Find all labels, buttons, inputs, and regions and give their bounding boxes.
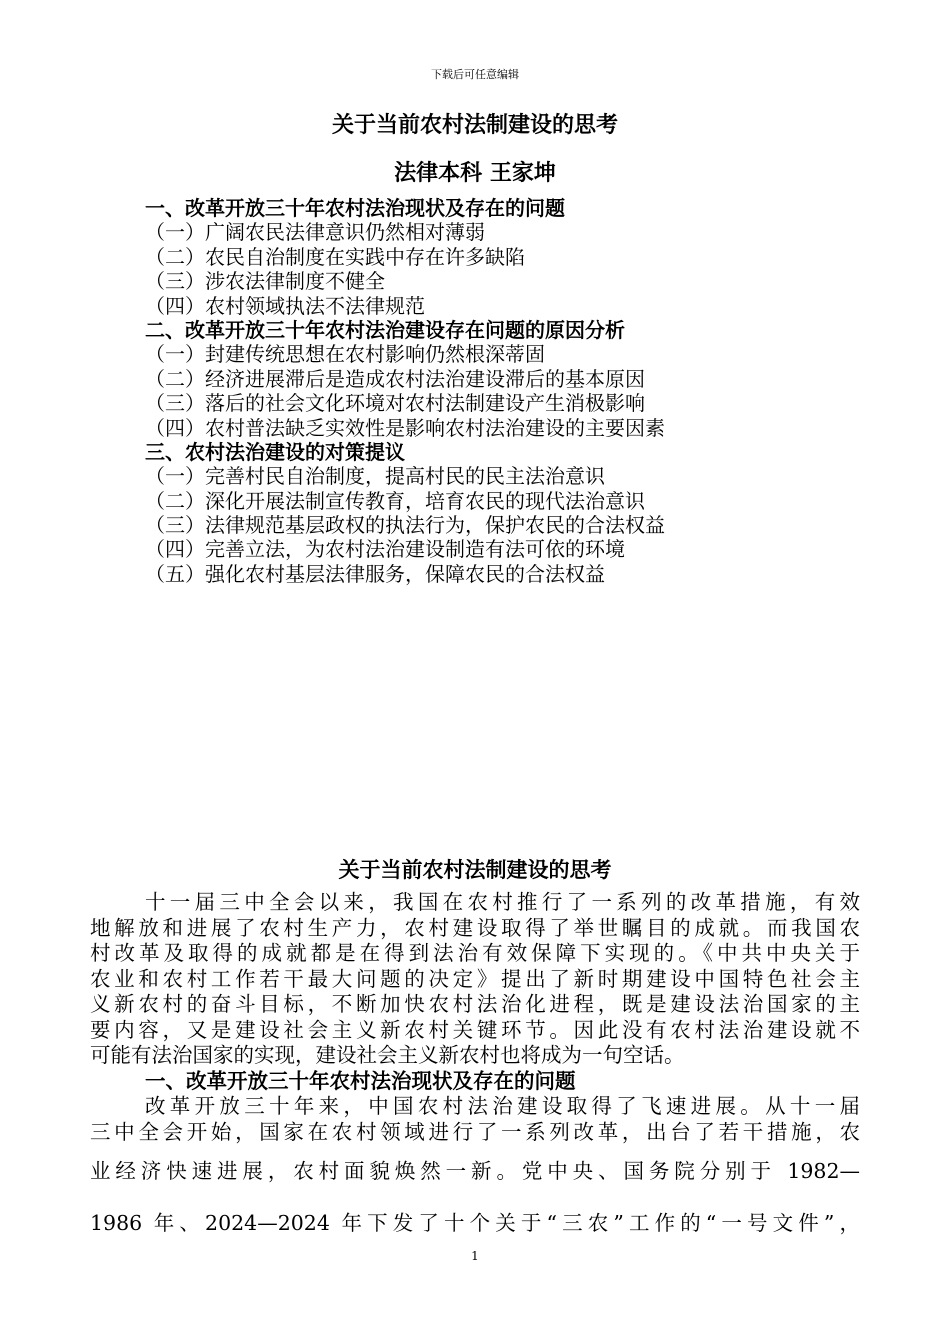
document-title: 关于当前农村法制建设的思考 bbox=[331, 112, 618, 138]
outline-item: （二）深化开展法制宣传教育，培育农民的现代法治意识 bbox=[145, 488, 645, 513]
author-line: 法律本科 王家坤 bbox=[394, 160, 556, 186]
page-header: 下载后可任意编辑 bbox=[431, 68, 519, 81]
outline-item: （二）经济进展滞后是造成农村法治建设滞后的基本原因 bbox=[145, 366, 645, 391]
outline-item: （一）封建传统思想在农村影响仍然根深蒂固 bbox=[145, 342, 545, 367]
intro-line: 农业和农村工作若干最大问题的决定》提出了新时期建设中国特色社会主 bbox=[90, 966, 860, 991]
outline bbox=[145, 196, 865, 586]
outline-item: （三）法律规范基层政权的执法行为，保护农民的合法权益 bbox=[145, 513, 665, 538]
intro-line: 十一届三中全会以来，我国在农村推行了一系列的改革措施，有效 bbox=[145, 890, 860, 914]
outline-heading: 二、改革开放三十年农村法治建设存在问题的原因分析 bbox=[145, 317, 625, 342]
outline-item: （一）广阔农民法律意识仍然相对薄弱 bbox=[145, 220, 485, 245]
paragraph-line: 1986 年、2024—2024 年下发了十个关于“三农”工作的“一号文件”， bbox=[90, 1211, 860, 1235]
outline-item: （四）农村普法缺乏实效性是影响农村法治建设的主要因素 bbox=[145, 415, 665, 440]
paragraph-line: 三中全会开始，国家在农村领域进行了一系列改革，出台了若干措施，农 bbox=[90, 1119, 860, 1144]
outline-item: （五）强化农村基层法律服务，保障农民的合法权益 bbox=[145, 561, 605, 586]
paragraph-line: 改革开放三十年来，中国农村法治建设取得了飞速进展。从十一届 bbox=[145, 1094, 860, 1118]
section-heading: 一、改革开放三十年农村法治现状及存在的问题 bbox=[145, 1068, 576, 1093]
section-title: 关于当前农村法制建设的思考 bbox=[338, 857, 612, 882]
outline-item: （二）农民自治制度在实践中存在许多缺陷 bbox=[145, 244, 525, 269]
outline-item: （三）落后的社会文化环境对农村法制建设产生消极影响 bbox=[145, 391, 645, 416]
outline-heading: 三、农村法治建设的对策提议 bbox=[145, 439, 405, 464]
outline-item: （三）涉农法律制度不健全 bbox=[145, 269, 385, 294]
paragraph-line: 业经济快速进展，农村面貌焕然一新。党中央、国务院分别于 1982— bbox=[90, 1159, 860, 1183]
outline-item: （一）完善村民自治制度，提高村民的民主法治意识 bbox=[145, 464, 605, 489]
outline-heading: 一、改革开放三十年农村法治现状及存在的问题 bbox=[145, 196, 565, 220]
body-text bbox=[90, 890, 860, 1145]
intro-line: 村改革及取得的成就都是在得到法治有效保障下实现的。《中共中央关于 bbox=[90, 941, 860, 965]
page-number: 1 bbox=[471, 1249, 479, 1263]
intro-line: 义新农村的奋斗目标，不断加快农村法治化进程，既是建设法治国家的主 bbox=[90, 992, 860, 1016]
outline-item: （四）完善立法，为农村法治建设制造有法可依的环境 bbox=[145, 537, 625, 562]
intro-line: 地解放和进展了农村生产力，农村建设取得了举世瞩目的成就。而我国农 bbox=[90, 915, 860, 940]
intro-line: 要内容，又是建设社会主义新农村关键环节。因此没有农村法治建设就不 bbox=[90, 1017, 860, 1042]
outline-item: （四）农村领域执法不法律规范 bbox=[145, 293, 425, 318]
intro-line: 可能有法治国家的实现，建设社会主义新农村也将成为一句空话。 bbox=[90, 1043, 685, 1067]
